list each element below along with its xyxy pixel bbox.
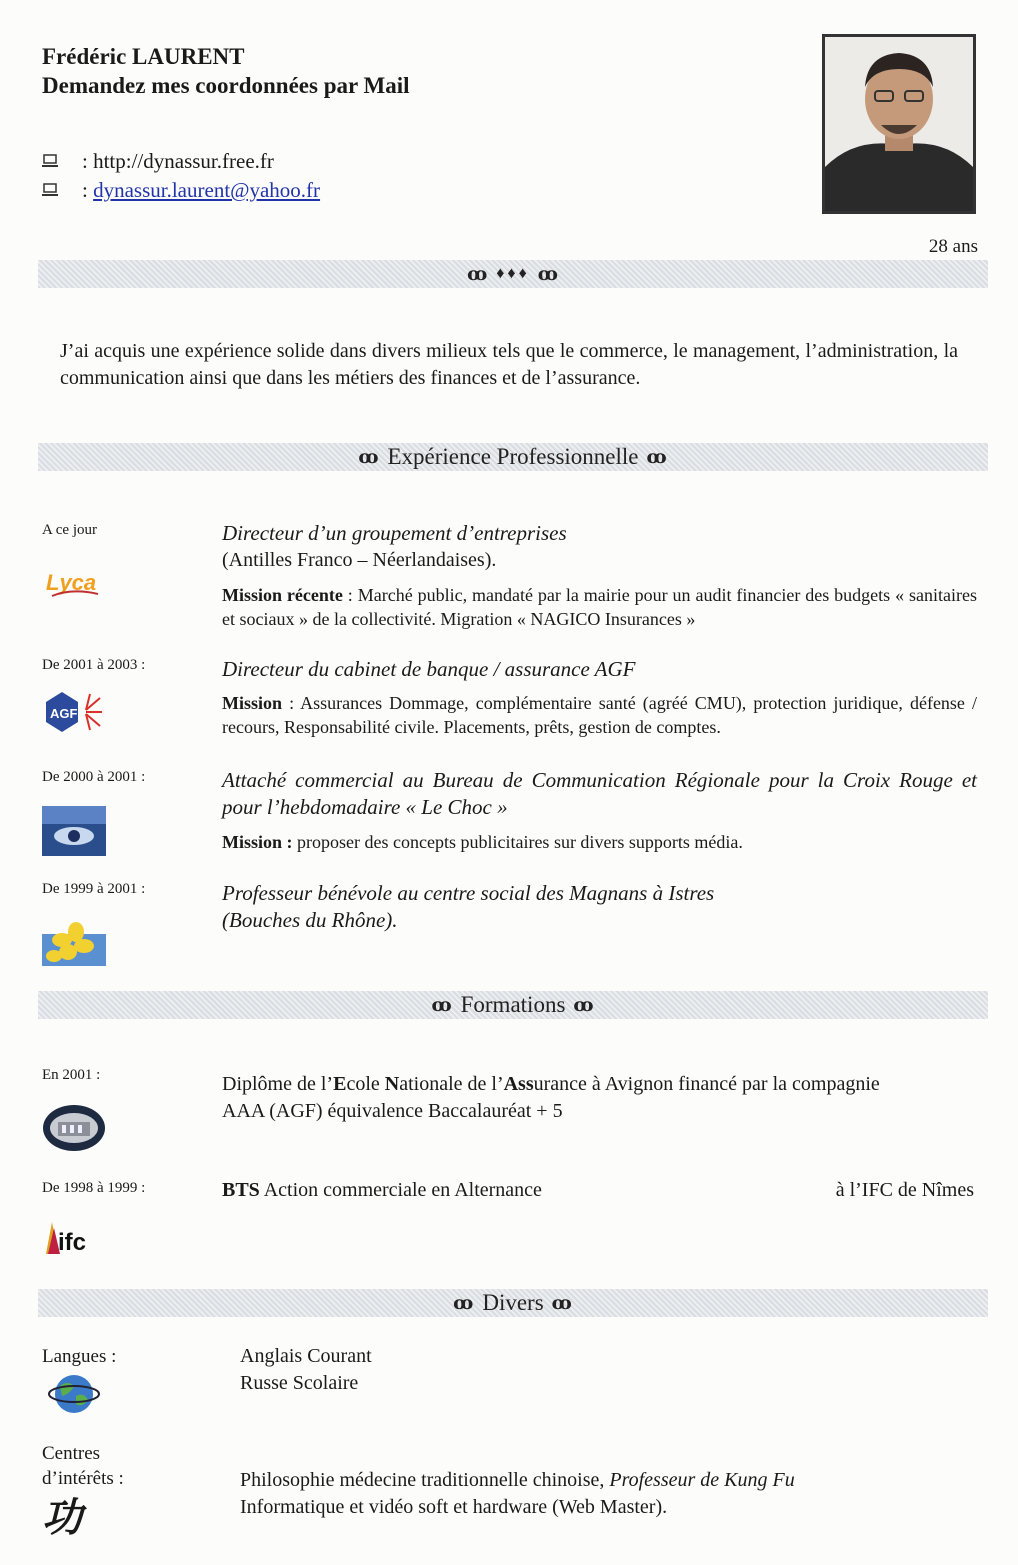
computer-icon bbox=[42, 177, 64, 203]
header-subtitle: Demandez mes coordonnées par Mail bbox=[42, 73, 410, 98]
section-title: Divers bbox=[482, 1290, 544, 1315]
ornament-divider bbox=[38, 260, 988, 288]
experience-date: De 1999 à 2001 : bbox=[42, 881, 146, 897]
section-title: Formations bbox=[460, 992, 566, 1017]
interests-text bbox=[240, 1467, 795, 1494]
formation-text-bold: N bbox=[384, 1073, 400, 1095]
flower-image bbox=[42, 918, 106, 964]
experience-mission bbox=[222, 691, 977, 739]
globe-icon bbox=[48, 1372, 100, 1416]
mission-label: Mission : bbox=[222, 832, 293, 852]
formation-text-part: ationale de l’ bbox=[399, 1073, 504, 1095]
formation-text-bold: Ass bbox=[503, 1073, 534, 1095]
formation-text-part: Action commerciale en Alternance bbox=[259, 1179, 542, 1201]
experience-date: De 2001 à 2003 : bbox=[42, 657, 146, 673]
ornament-right-icon: ꝏ bbox=[551, 1292, 573, 1314]
section-header-formations bbox=[38, 991, 988, 1019]
mission-text: proposer des concepts publicitaires sur divers supports média. bbox=[292, 832, 743, 852]
language-item: Russe Scolaire bbox=[240, 1372, 359, 1394]
formation-text-part: cole bbox=[346, 1073, 385, 1095]
experience-date: A ce jour bbox=[42, 522, 97, 538]
website-text[interactable]: : http://dynassur.free.fr bbox=[82, 149, 274, 173]
summary-text: J’ai acquis une expérience solide dans divers milieux tels que le commerce, le management, l’administration, la communication ainsi que dans les métiers des finances et de l’assurance. bbox=[60, 340, 958, 389]
email-prefix: : bbox=[82, 178, 88, 202]
interests-text-italic: Professeur de Kung Fu bbox=[609, 1469, 795, 1491]
profile-photo bbox=[822, 34, 976, 214]
agf-logo bbox=[42, 690, 106, 736]
experience-mission bbox=[222, 583, 977, 631]
mission-text: : Marché public, mandaté par la mairie pour un audit financier des budgets « sanitaires et sociaux » de la collectivité. Migration « NAGICO Insurances » bbox=[222, 585, 977, 629]
section-header-divers bbox=[38, 1289, 988, 1317]
formation-place: à l’IFC de Nîmes bbox=[835, 1179, 974, 1201]
website-row bbox=[42, 148, 274, 174]
ifc-logo bbox=[42, 1214, 106, 1260]
interests-text-line2: Informatique et vidéo soft et hardware (Web Master). bbox=[240, 1496, 668, 1518]
ornament-right-icon: ꝏ bbox=[537, 263, 559, 285]
ornament-left-icon: ꝏ bbox=[467, 263, 489, 285]
diamonds-ornament: ♦♦♦ bbox=[496, 265, 530, 282]
mission-text: : Assurances Dommage, complémentaire santé (agréé CMU), protection juridique, défense / recours, Responsabilité civile. Placements, prêts, gestion de comptes. bbox=[222, 693, 977, 737]
experience-role: Directeur d’un groupement d’entreprises bbox=[222, 521, 567, 545]
formation-text-line2: AAA (AGF) équivalence Baccalauréat + 5 bbox=[222, 1100, 563, 1122]
experience-role: Professeur bénévole au centre social des Magnans à Istres bbox=[222, 881, 715, 905]
ornament-right-icon: ꝏ bbox=[573, 994, 595, 1016]
experience-role-line2: (Bouches du Rhône). bbox=[222, 908, 398, 932]
computer-icon bbox=[42, 148, 64, 174]
section-header-experience bbox=[38, 443, 988, 471]
formation-text bbox=[222, 1071, 977, 1098]
experience-date: De 2000 à 2001 : bbox=[42, 769, 146, 785]
mission-label: Mission bbox=[222, 693, 283, 713]
ornament-left-icon: ꝏ bbox=[453, 1292, 475, 1314]
langues-label: Langues : bbox=[42, 1346, 117, 1367]
formation-text-part: Diplôme de l’ bbox=[222, 1073, 334, 1095]
language-item: Anglais Courant bbox=[240, 1345, 372, 1367]
experience-role: Attaché commercial au Bureau de Communication Régionale pour la Croix Rouge et pour l’hebdomadaire « Le Choc » bbox=[222, 768, 977, 819]
lyca-logo-text: Lyca bbox=[46, 570, 97, 595]
section-title: Expérience Professionnelle bbox=[387, 444, 639, 469]
formation-date: De 1998 à 1999 : bbox=[42, 1180, 146, 1196]
age-text: 28 ans bbox=[928, 236, 978, 257]
experience-mission bbox=[222, 830, 977, 854]
formation-text-bold: BTS bbox=[222, 1179, 260, 1201]
ornament-left-icon: ꝏ bbox=[431, 994, 453, 1016]
formation-text-part: urance à Avignon financé par la compagnie bbox=[533, 1073, 880, 1095]
formation-date: En 2001 : bbox=[42, 1067, 101, 1083]
agf-logo-text: AGF bbox=[50, 706, 78, 721]
kung-fu-glyph-icon: 功 bbox=[42, 1495, 82, 1541]
ifc-logo-text: ifc bbox=[58, 1229, 87, 1256]
lyca-logo bbox=[42, 560, 106, 606]
formation-text-bold: E bbox=[333, 1073, 347, 1095]
interests-text-part: Philosophie médecine traditionnelle chinoise, bbox=[240, 1469, 610, 1491]
interets-label: Centres bbox=[42, 1443, 101, 1464]
email-row bbox=[42, 177, 320, 203]
interets-label-line2: d’intérêts : bbox=[42, 1468, 124, 1489]
mission-label: Mission récente bbox=[222, 585, 343, 605]
experience-sub: (Antilles Franco – Néerlandaises). bbox=[222, 549, 497, 571]
experience-role: Directeur du cabinet de banque / assurance AGF bbox=[222, 657, 636, 681]
email-link[interactable]: dynassur.laurent@yahoo.fr bbox=[93, 178, 321, 202]
school-building-image bbox=[42, 1102, 106, 1148]
ornament-right-icon: ꝏ bbox=[646, 446, 668, 468]
eye-image bbox=[42, 806, 106, 852]
candidate-name: Frédéric LAURENT bbox=[42, 44, 245, 69]
ornament-left-icon: ꝏ bbox=[358, 446, 380, 468]
